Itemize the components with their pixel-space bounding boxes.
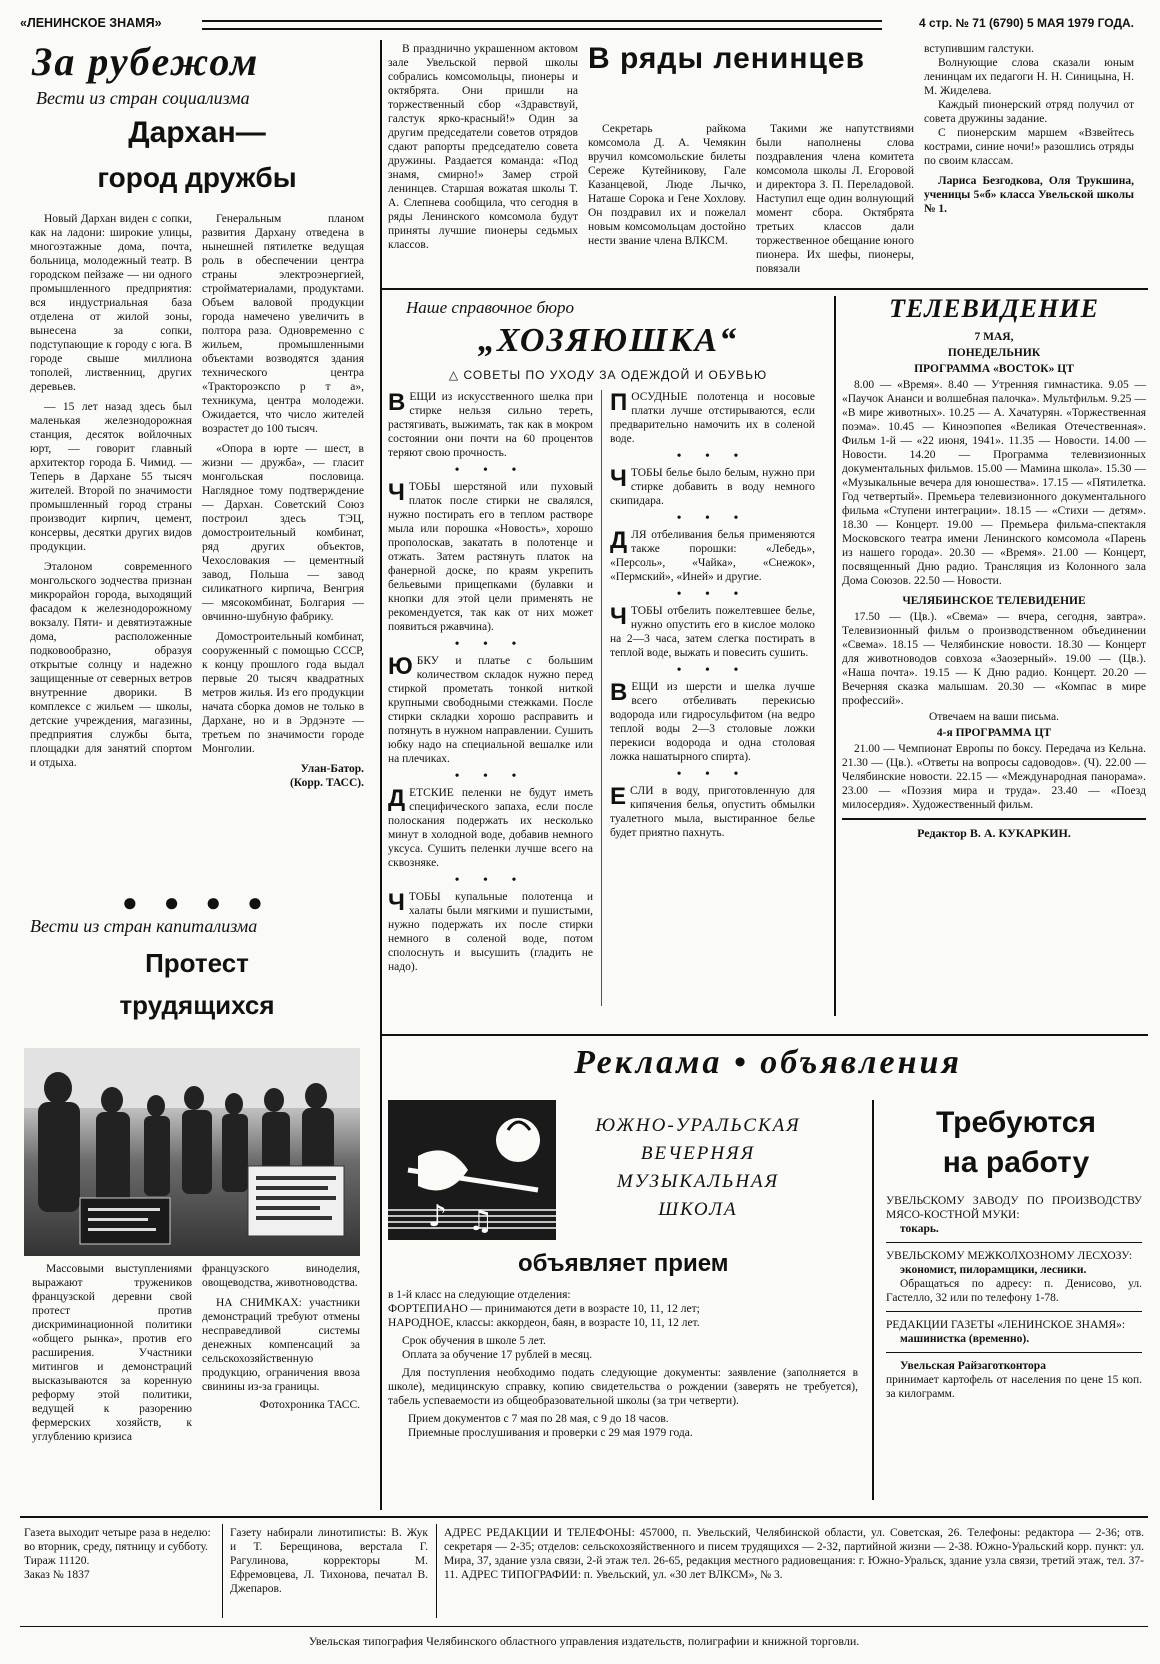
tip-separator: • • • — [676, 767, 749, 782]
ads-title: Реклама • объявления — [574, 1044, 962, 1081]
protest-title-line1: Протест — [145, 948, 249, 978]
tip-separator: • • • — [454, 769, 527, 784]
leninists-title: В ряды ленинцев — [588, 42, 866, 75]
protest-column-2 — [202, 1262, 360, 1412]
tip — [388, 390, 593, 460]
tip-text: ЕТСКИЕ пеленки не будут иметь специфического запаха, если после полоскания подержать их несколько минут в холодной воде, добавив немного уксуса. Сушить пеленки лучше всего на сквозняке. — [388, 787, 593, 869]
leninists-author: Лариса Безгодкова, Оля Трукшина, ученицы 5«б» класса Увельской школы № 1. — [924, 175, 1134, 215]
potato-text: принимает картофель от населения по цене 15 коп. за килограмм. — [886, 1374, 1142, 1400]
school-name-line: ВЕЧЕРНЯЯ — [640, 1143, 756, 1164]
khozyayushka-rubric: Наше справочное бюро — [406, 298, 575, 317]
paper-name: «ЛЕНИНСКОЕ ЗНАМЯ» — [20, 16, 162, 30]
school-details — [388, 1288, 858, 1440]
separator-dots: ●●●● — [122, 888, 289, 917]
school-text: ФОРТЕПИАНО — принимаются дети в возрасте 10, 11, 12 лет; — [388, 1303, 700, 1315]
imprint-text: Газету набирали линотиписты: В. Жук и Т. Берещинова, верстала Г. Рагулинова, корректоры М. Ефремовцева, Л. Тихонова, печатал В. Джепаров. — [230, 1527, 428, 1595]
imprint-rule — [222, 1524, 223, 1618]
tip — [610, 466, 815, 508]
tip-text: ЛЯ отбеливания белья применяются также порошки: «Лебедь», «Персоль», «Чайка», «Снежок», «Пермский», «Иней» и другие. — [610, 529, 815, 583]
photo-credit: Фотохроника ТАСС. — [259, 1399, 360, 1411]
svg-text:♫: ♫ — [468, 1204, 494, 1237]
darkhan-paragraph: «Опора в юрте — шест, в жизни — дружба», — гласит монгольская пословица. Наглядное тому подтверждение — Дархан. Советский Союз построил здесь ТЭЦ, домостроительный комбинат, ряд других объектов, Чехословакия — цементный завод, Польша — завод силикатного кирпича, Венгрия — мясокомбинат, Болгария — овчинно-шубную фабрику. — [202, 443, 364, 623]
music-school-illustration — [388, 1100, 556, 1240]
darkhan-column-2 — [202, 212, 364, 790]
tip-text: ТОБЫ отбелить пожелтевшее белье, нужно опустить его в кислое молоко на 2—3 часа, затем слегка постирать в теплой воде, выжать и повесить сушить. — [610, 605, 815, 659]
section-title: За рубежом — [32, 39, 260, 84]
tip-dropcap: Е — [610, 784, 627, 810]
leninists-article — [388, 38, 1148, 288]
jobs-list — [886, 1194, 1142, 1401]
photo-caption: НА СНИМКАХ: участники демонстраций требуют отмены несправедливой системы денежных компенсаций за сельскохозяйственную продукцию, ограничения ввоза свинины из-за границы. — [202, 1297, 360, 1393]
khozyayushka-title: „ХОЗЯЮШКА“ — [477, 322, 739, 359]
job-org: РЕДАКЦИИ ГАЗЕТЫ «ЛЕНИНСКОЕ ЗНАМЯ»: — [886, 1319, 1126, 1331]
tv-schedule — [842, 294, 1146, 1024]
tv-program-1: ПРОГРАММА «ВОСТОК» ЦТ — [914, 363, 1074, 375]
tip — [610, 680, 815, 764]
leninists-col-4 — [924, 42, 1134, 216]
tips-column-rule — [601, 390, 602, 1006]
tip-separator: • • • — [454, 637, 527, 652]
tip-text: ЕЩИ из искусственного шелка при стирке нельзя сильно тереть, растягивать, выжимать, так как в мокром состоянии они почти на 60 процентов теряют свою прочность. — [388, 391, 593, 459]
tip-text: ТОБЫ белье было белым, нужно при стирке добавить в воду немного скипидара. — [610, 467, 815, 507]
darkhan-column-1 — [30, 212, 192, 776]
tip-text: ЕЩИ из шерсти и шелка лучше всего отбеливать перекисью водорода или гидросульфитом (на ведро теплой воды 2—3 столовые ложки перекиси водорода и одна столовая ложка нашатырного спирта). — [610, 681, 815, 763]
protest-text-cont: французского виноделия, овощеводства, животноводства. — [202, 1263, 360, 1289]
darkhan-paragraph: Эталоном современного монгольского зодчества признан микрорайон города, выходящий фасадом к железнодорожному вокзалу. Пяти- и девятиэтажные дома, расположенные подковообразно, образуя открытые солнцу и надежно защищенные от северных ветров внутренние дворики. В комплексе с жильем — школы, детские учреждения, магазины, предприятия службы быта, площадки для занятий спортом и отдыха. — [30, 561, 192, 769]
tip-dropcap: Ч — [610, 466, 627, 492]
tv-program-1-listings: 8.00 — «Время». 8.40 — Утренняя гимнастика. 9.05 — «Паучок Ананси и волшебная палочка». Мультфильм. 9.25 — «В мире животных». 10.25 — А. Хачатурян. «Торжественная поэма». 10.45 — Киноэпопея «Великая Отечественная». Фильм 1-й — «22 июня, 1941». 11.35 — Новости. 14.00 — Новости. 14.20 — Программа телевизионных документальных фильмов. 15.00 — Мамина школа». 15.30 — «Музыкальные вечера для юношества». 17.15 — «Пятилетка. Год четвертый». Премьера телевизионного документального фильма «Ступени интеграции». 18.15 — «Стихи — детям». 18.30 — Концерт. 19.00 — Премьера фильма-спектакля Московского театра имени Ленинского комсомола «Парень из нашего города». 20.30 — «Время». 21.00 — Концерт, посвященный Дню радио. Трансляция из Колонного зала Дома Союзов. 22.50 — Новости. — [842, 379, 1146, 587]
ads-column-rule — [872, 1100, 874, 1500]
tip — [610, 784, 815, 840]
tip-dropcap: Д — [610, 528, 628, 554]
tips-column-2 — [610, 390, 815, 844]
leninists-text: Такими же напутствиями были наполнены слова поздравления члена комитета комсомола школы Л. Егоровой и директора З. П. Переладовой. Наступил еще один волнующий момент сбора. Октябрята третьих классов дали торжественное обещание юного пионера. Их шефы, пионеры, повязали — [756, 123, 914, 275]
protest-text: Массовыми выступлениями выражают тружеников французской деревни свой протест против дискриминационной политики «общего рынка», против его расширения. Участники митингов и демонстраций высказываются за коренную реформу этой политики, ведущей к разорению фермерских хозяйств, к углублению кризиса — [32, 1263, 192, 1443]
darkhan-agency: (Корр. ТАСС). — [289, 777, 364, 789]
job-position: экономист, пилорамщики, лесники. — [900, 1264, 1087, 1276]
school-name-line: ЮЖНО-УРАЛЬСКАЯ — [595, 1115, 801, 1136]
protest-photo-figures — [24, 1048, 360, 1256]
tip — [610, 528, 815, 584]
tip-dropcap: В — [388, 390, 406, 416]
imprint-text: Тираж 11120. — [24, 1555, 90, 1567]
imprint-col-2 — [230, 1526, 428, 1596]
music-school-name — [568, 1112, 828, 1224]
school-text: НАРОДНОЕ, классы: аккордеон, баян, в возрасте 10, 11, 12 лет. — [388, 1317, 700, 1329]
tip — [388, 890, 593, 974]
darkhan-paragraph: Новый Дархан виден с сопки, как на ладони: широкие улицы, многоэтажные дома, почта, больница, молодежный театр. В городском пейзаже — ни одного промышленного предприятия: вся индустриальная база отделена от жилой зоны, вынесена за сопки, подступающие к городу с юга. В городе свыше миллиона тополей, лиственниц, других деревьев. — [30, 213, 192, 393]
school-text: Оплата за обучение 17 рублей в месяц. — [402, 1349, 593, 1361]
leninists-col-3 — [756, 122, 914, 276]
masthead — [20, 14, 1140, 34]
school-text: Прием документов с 7 мая по 28 мая, с 9 до 18 часов. — [408, 1413, 669, 1425]
tip-dropcap: П — [610, 390, 628, 416]
school-text: Приемные прослушивания и проверки с 29 мая 1979 года. — [408, 1427, 693, 1439]
school-announce: объявляет прием — [518, 1250, 729, 1277]
imprint-text: Газета выходит четыре раза в неделю: во вторник, среду, пятницу и субботу. — [24, 1527, 211, 1553]
jobs-rule — [886, 1352, 1142, 1353]
imprint-text: Заказ № 1837 — [24, 1569, 90, 1581]
socialism-rubric: Вести из стран социализма — [36, 88, 250, 108]
tip-text: ОСУДНЫЕ полотенца и носовые платки лучше отстирываются, если предварительно намочить их в соленой воде. — [610, 391, 815, 445]
leninists-text: вступившим галстуки. — [924, 43, 1034, 55]
section-rule — [382, 1034, 1148, 1036]
leninists-text: Каждый пионерский отряд получил от совета дружины задание. — [924, 99, 1134, 125]
leninists-text: В празднично украшенном актовом зале Увельской первой школы собрались комсомольцы, пионеры и октябрята. Они пришли на торжественный сбор «Здравствуй, галстук ярко-красный!» Один за другим председатели советов отрядов сдают рапорты председателю совета дружины. Раздается команда: «Под знамя, смирно!» Замер строй ленинцев. Старшая вожатая школы Т. А. Слепнева сообщила, что сегодня в ряды Ленинского комсомола будут приняты лучшие пионеры седьмых классов. — [388, 43, 578, 251]
potato-org: Увельская Райзаготконтора — [900, 1360, 1046, 1372]
jobs-rule — [886, 1242, 1142, 1243]
leninists-col-1 — [388, 42, 578, 252]
capitalism-rubric: Вести из стран капитализма — [30, 916, 258, 936]
leninists-col-2 — [588, 122, 746, 248]
job-org: УВЕЛЬСКОМУ МЕЖКОЛХОЗНОМУ ЛЕСХОЗУ: — [886, 1250, 1133, 1262]
tip — [388, 654, 593, 766]
protest-column-1 — [32, 1262, 192, 1444]
tip-text: ТОБЫ шерстяной или пуховый платок после стирки не свалялся, нужно постирать его в теплом растворе мыла или порошка «Новость», хорошо прополоскав, закатать в полотенце и отжать. Затем растянуть платок на фанерной доске, по краям укрепить бельевыми прищепками (булавки и кнопки для этой цели применять не рекомендуется, так как от них может появиться ржавчина). — [388, 481, 593, 633]
tip-separator: • • • — [454, 873, 527, 888]
tip-dropcap: Д — [388, 786, 406, 812]
jobs-rule — [886, 1311, 1142, 1312]
school-text: Срок обучения в школе 5 лет. — [402, 1335, 546, 1347]
tip — [388, 480, 593, 634]
imprint-col-3 — [444, 1526, 1144, 1582]
tv-program-2-listings: 17.50 — (Цв.). «Свема» — вчера, сегодня, завтра». Телевизионный фильм о производственном объединении «Свема». 18.15 — Челябинские новости. 18.30 — Концерт для животноводов совхоза «Заозерный». 19.00 — (Цв.). «Наша почта». 19.15 — К Дню радио. Концерт. 20.20 — Вечерняя сказка малышам. 20.30 — «Компас в мире профессий». — [842, 611, 1146, 707]
imprint — [24, 1522, 1148, 1630]
issue-info: 4 стр. № 71 (6790) 5 МАЯ 1979 ГОДА. — [919, 16, 1134, 30]
job-position: токарь. — [900, 1223, 939, 1235]
tv-program-3-listings: 21.00 — Чемпионат Европы по боксу. Передача из Кельна. 21.30 — (Цв.). «Ответы на вопросы садоводов». (Ч). 22.00 — Челябинские новости. 22.15 — «Международная панорама». 23.00 — «Поэзия мира и труда». 23.40 — «Поезд милосердия». Художественный фильм. — [842, 743, 1146, 811]
darkhan-title-line1: Дархан— — [128, 116, 266, 149]
tip-text: СЛИ в воду, приготовленную для кипячения белья, опустить обмылки туалетного мыла, выстиранное белье будет приятно пахнуть. — [610, 785, 815, 839]
leninists-text: С пионерским маршем «Взвейтесь кострами, синие ночи!» разошлись отряды по своим классам. — [924, 127, 1134, 167]
job-contact: Обращаться по адресу: п. Денисово, ул. Гастелло, 32 или по телефону 1-78. — [886, 1278, 1142, 1304]
darkhan-paragraph: Генеральным планом развития Дархану отведена в нынешней пятилетке ведущая роль в обеспечении центра страны электроэнергией, стройматериалами, продуктами. Объем валовой продукции города намечено увеличить в полтора раза. Одновременно с жильем, промышленными объектами возводятся здания технического центра «Трактороэкспо р т а», техникума, центра молодежи. Ожидается, что число жителей возрастет до 100 тысяч. — [202, 213, 364, 435]
tip — [610, 390, 815, 446]
tip-separator: • • • — [676, 663, 749, 678]
job-org: УВЕЛЬСКОМУ ЗАВОДУ ПО ПРОИЗВОДСТВУ МЯСО-КОСТНОЙ МУКИ: — [886, 1195, 1142, 1221]
khozyayushka-subtitle: △ СОВЕТЫ ПО УХОДУ ЗА ОДЕЖДОЙ И ОБУВЬЮ — [448, 368, 768, 382]
footer-rule — [20, 1626, 1148, 1627]
printer-line: Увельская типография Челябинского областного управления издательств, полиграфии и книжной торговли. — [308, 1634, 860, 1648]
tv-date: 7 МАЯ, — [974, 331, 1014, 343]
school-text: в 1-й класс на следующие отделения: — [388, 1289, 571, 1301]
darkhan-paragraph: Домостроительный комбинат, сооруженный с помощью СССР, к концу прошлого года выдал первые 20 тысяч квадратных метров жилья. Из его продукции начата сборка домов не только в Дархане, но и в Эрдэнэте — третьем по значимости городе Монголии. — [202, 631, 364, 755]
ads-section — [388, 1040, 1148, 1510]
tip — [388, 786, 593, 870]
tip-dropcap: Ю — [388, 654, 413, 680]
tip-separator: • • • — [676, 587, 749, 602]
column-rule — [834, 296, 836, 1016]
tip-text: ТОБЫ купальные полотенца и халаты были мягкими и пушистыми, нужно подержать их после стирки немного в соленой воде, потом сполоснуть и высушить (гладить не надо). — [388, 891, 593, 973]
tip-separator: • • • — [454, 463, 527, 478]
tip-separator: • • • — [676, 449, 749, 464]
svg-text:♪: ♪ — [428, 1199, 448, 1234]
imprint-rule — [436, 1524, 437, 1618]
darkhan-byline: Улан-Батор. — [300, 763, 364, 775]
masthead-rule — [202, 20, 882, 30]
job-position: машинистка (временно). — [900, 1333, 1030, 1345]
column-rule — [380, 40, 382, 1510]
tip-text: БКУ и платье с большим количеством складок нужно перед стиркой прометать тонкой ниткой крупными свободными стежками. После стирки складки хорошо расправить и потянуть в нужном направлении. Сушить юбку надо на специальной вешалке или на плечиках. — [388, 655, 593, 765]
tv-title: ТЕЛЕВИДЕНИЕ — [889, 294, 1099, 323]
tv-program-2-note: Отвечаем на ваши письма. — [929, 711, 1059, 723]
tips-column-1 — [388, 390, 593, 978]
tip-separator: • • • — [676, 511, 749, 526]
tv-rule — [842, 818, 1146, 820]
section-rule — [382, 288, 1148, 290]
khozyayushka-article — [388, 294, 828, 1034]
footer-rule — [20, 1516, 1148, 1518]
editor: Редактор В. А. КУКАРКИН. — [917, 826, 1071, 840]
protest-photo — [24, 1048, 360, 1256]
tip-dropcap: В — [610, 680, 628, 706]
tip-dropcap: Ч — [388, 480, 405, 506]
school-text: Для поступления необходимо подать следующие документы: заявление (заполняется в школе), медицинскую справку, копию свидетельства о рождении (заверять не требуется), табель успеваемости из общеобразовательной школы (за три четверти). — [388, 1367, 858, 1407]
leninists-text: Волнующие слова сказали юным ленинцам их педагоги Н. Н. Синицына, Н. М. Жиделева. — [924, 57, 1134, 97]
imprint-text: АДРЕС РЕДАКЦИИ И ТЕЛЕФОНЫ: 457000, п. Увельский, Челябинской области, ул. Советская, 26. Телефоны: редактора — 2-36; отв. секретаря — 2-35; отделов: сельскохозяйственного и писем трудящихся — 2-32, партийной жизни — 2-38. Южно-Уральский корр. пункт: ул. Мира, 37, здание узла связи, 2-й этаж тел. 26-65, редакция местного радиовещания: г. Южно-Уральск, здание узла связи, третий этаж, тел. 37-11. АДРЕС ТИПОГРАФИИ: п. Увельский, ул. «30 лет ВЛКСМ», № 3. — [444, 1527, 1144, 1581]
abroad-section — [22, 38, 372, 1510]
imprint-col-1 — [24, 1526, 214, 1582]
leninists-text: Секретарь райкома комсомола Д. А. Чемякин вручил комсомольские билеты Сереже Кутейникову, Гале Казанцевой, Люде Лычко, Наташе Сорока и Гене Хохлову. Он поздравил их и пожелал новым комсомольцам достойно нести звание члена ВЛКСМ. — [588, 123, 746, 247]
tv-program-2: ЧЕЛЯБИНСКОЕ ТЕЛЕВИДЕНИЕ — [902, 595, 1086, 607]
tv-program-3: 4-я ПРОГРАММА ЦТ — [936, 727, 1052, 739]
tip-dropcap: Ч — [610, 604, 627, 630]
school-name-line: ШКОЛА — [658, 1199, 738, 1220]
jobs-title-line2: на работу — [942, 1146, 1090, 1179]
darkhan-title-line2: город дружбы — [97, 162, 297, 193]
tv-weekday: ПОНЕДЕЛЬНИК — [947, 347, 1041, 359]
protest-title-line2: трудящихся — [119, 990, 275, 1020]
tip-dropcap: Ч — [388, 890, 405, 916]
school-name-line: МУЗЫКАЛЬНАЯ — [616, 1171, 780, 1192]
darkhan-paragraph: — 15 лет назад здесь был маленькая железнодорожная станция, десяток войлочных юрт, — говорит главный архитектор города Б. Чимид. — Теперь в Дархане 55 тысяч жителей. Второй по значимости промышленный город страны производит кирпич, цемент, консервы, десятки других видов продукции. — [30, 401, 192, 553]
tip — [610, 604, 815, 660]
jobs-title-line1: Требуются — [936, 1106, 1096, 1139]
